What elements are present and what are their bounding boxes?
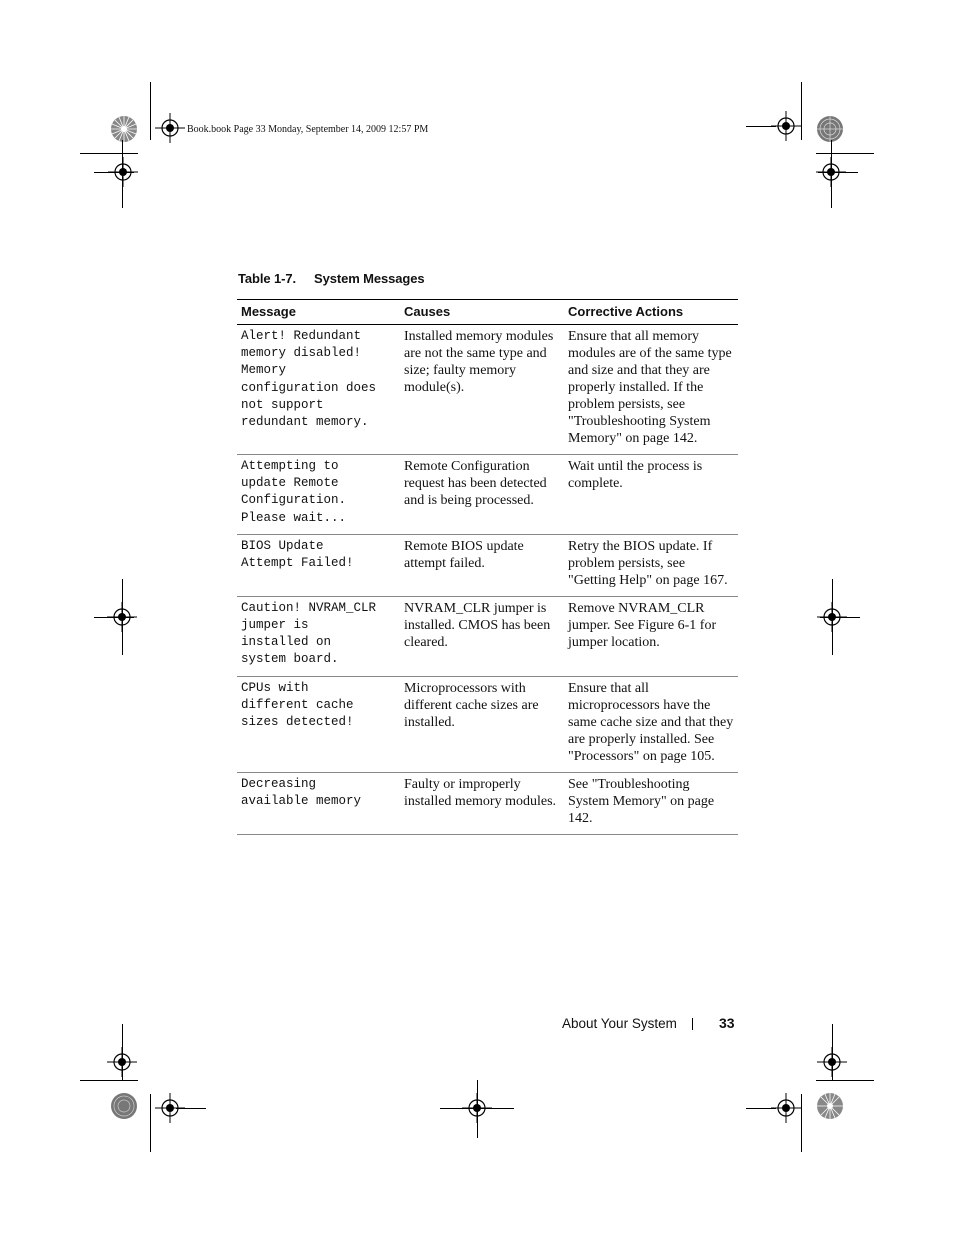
footer-divider (692, 1018, 693, 1030)
message-cell: Attempting to update Remote Configuration. Please wait... (237, 455, 400, 535)
action-cell: See "Troubleshooting System Memory" on page 142. (564, 772, 738, 834)
registration-target-icon (155, 113, 185, 143)
table-row (237, 534, 738, 596)
action-cell: Ensure that all memory modules are of the same type and size and that they are properly installed. If the problem persists, see "Troubleshooting System Memory" on page 142. (564, 325, 738, 455)
message-cell: Caution! NVRAM_CLR jumper is installed on system board. (237, 596, 400, 676)
system-messages-table (237, 299, 738, 835)
table-header-row (237, 300, 738, 325)
cause-cell: NVRAM_CLR jumper is installed. CMOS has been cleared. (400, 596, 564, 676)
action-cell: Wait until the process is complete. (564, 455, 738, 535)
action-cell: Remove NVRAM_CLR jumper. See Figure 6-1 for jumper location. (564, 596, 738, 676)
action-cell: Ensure that all microprocessors have the same cache size and that they are properly installed. See "Processors" on page 105. (564, 676, 738, 772)
message-cell: Alert! Redundant memory disabled! Memory configuration does not support redundant memory. (237, 325, 400, 455)
column-header-corrective-actions: Corrective Actions (564, 300, 738, 325)
message-cell: BIOS Update Attempt Failed! (237, 534, 400, 596)
table-row (237, 455, 738, 535)
cause-cell: Microprocessors with different cache sizes are installed. (400, 676, 564, 772)
column-header-causes: Causes (400, 300, 564, 325)
message-cell: Decreasing available memory (237, 772, 400, 834)
footer-section-title: About Your System (562, 1016, 677, 1031)
action-cell: Retry the BIOS update. If problem persists, see "Getting Help" on page 167. (564, 534, 738, 596)
table-caption (238, 271, 425, 286)
cause-cell: Faulty or improperly installed memory modules. (400, 772, 564, 834)
print-file-info: Book.book Page 33 Monday, September 14, 2009 12:57 PM (187, 124, 429, 135)
starburst-icon (814, 113, 846, 145)
column-header-message: Message (237, 300, 400, 325)
cause-cell: Remote BIOS update attempt failed. (400, 534, 564, 596)
table-number: Table 1-7. (238, 271, 297, 286)
table-row (237, 596, 738, 676)
table-row (237, 676, 738, 772)
starburst-icon (814, 1090, 846, 1122)
cause-cell: Installed memory modules are not the same type and size; faulty memory module(s). (400, 325, 564, 455)
table-title: System Messages (314, 271, 425, 286)
starburst-icon (108, 113, 140, 145)
page-number: 33 (719, 1015, 735, 1031)
table-row (237, 325, 738, 455)
message-cell: CPUs with different cache sizes detected! (237, 676, 400, 772)
starburst-icon (108, 1090, 140, 1122)
table-row (237, 772, 738, 834)
cause-cell: Remote Configuration request has been detected and is being processed. (400, 455, 564, 535)
